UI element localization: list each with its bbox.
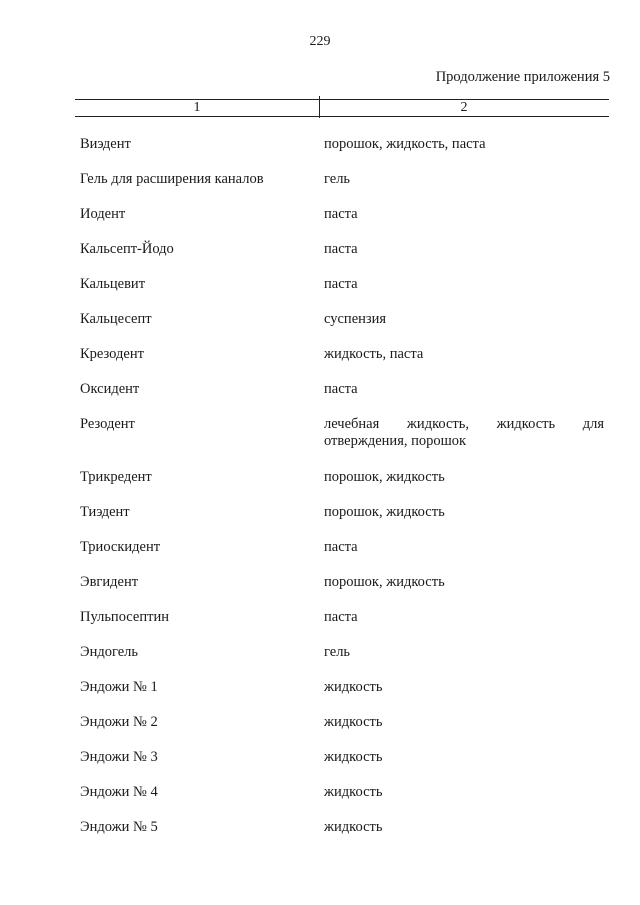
drug-name: Иодент: [80, 206, 126, 222]
table-row: [0, 469, 640, 504]
table-row: [0, 679, 640, 714]
dosage-form: жидкость: [324, 749, 383, 765]
dosage-form: жидкость: [324, 819, 383, 835]
drug-name: Эвгидент: [80, 574, 139, 590]
table-row: [0, 276, 640, 311]
table-row: [0, 381, 640, 416]
drug-name: Эндожи № 4: [80, 784, 158, 800]
dosage-form: жидкость: [324, 714, 383, 730]
drug-name: Виэдент: [80, 136, 131, 152]
dosage-form: паста: [324, 539, 358, 555]
table-row: [0, 539, 640, 574]
table-row: [0, 241, 640, 276]
dosage-form: лечебная жидкость, жидкость для отверждения, порошок: [324, 416, 604, 449]
table-row: [0, 206, 640, 241]
header-bottom-rule: [75, 116, 609, 117]
drug-name: Триоскидент: [80, 539, 161, 555]
table-row: [0, 714, 640, 749]
dosage-form: жидкость: [324, 679, 383, 695]
drug-name: Тиэдент: [80, 504, 130, 520]
drug-name: Крезодент: [80, 346, 144, 362]
dosage-form: паста: [324, 381, 358, 397]
table-row: [0, 819, 640, 854]
drug-name: Кальсепт-Йодо: [80, 241, 174, 257]
drug-name: Кальцевит: [80, 276, 146, 292]
table-header: [75, 96, 609, 118]
drug-name: Эндожи № 5: [80, 819, 158, 835]
dosage-form: порошок, жидкость: [324, 574, 445, 590]
drug-name: Пульпосептин: [80, 609, 169, 625]
table-row: [0, 171, 640, 206]
page-number: 229: [309, 34, 331, 49]
dosage-form: порошок, жидкость, паста: [324, 136, 486, 152]
dosage-form: паста: [324, 241, 358, 257]
dosage-form: паста: [324, 206, 358, 222]
table-row: [0, 574, 640, 609]
table-row: [0, 644, 640, 679]
table-row: [0, 749, 640, 784]
dosage-form: гель: [324, 171, 351, 187]
table-row: [0, 784, 640, 819]
header-col-2: 2: [460, 100, 468, 115]
table-row: [0, 136, 640, 171]
header-col-1: 1: [193, 100, 201, 115]
dosage-form: гель: [324, 644, 351, 660]
table-row: [0, 609, 640, 644]
drug-name: Резодент: [80, 416, 135, 432]
table-row: [0, 346, 640, 381]
dosage-form: порошок, жидкость: [324, 504, 445, 520]
table-row: [0, 504, 640, 539]
drug-name: Эндогель: [80, 644, 138, 660]
table-row: [0, 311, 640, 346]
drug-name: Гель для расширения каналов: [80, 171, 264, 187]
drug-name: Эндожи № 2: [80, 714, 158, 730]
drug-name: Эндожи № 1: [80, 679, 158, 695]
dosage-form: суспензия: [324, 311, 387, 327]
drug-name: Оксидент: [80, 381, 140, 397]
dosage-form: паста: [324, 609, 358, 625]
dosage-form: жидкость, паста: [324, 346, 424, 362]
drug-name: Трикредент: [80, 469, 152, 485]
dosage-form: порошок, жидкость: [324, 469, 445, 485]
table-body: [0, 136, 640, 854]
dosage-form: паста: [324, 276, 358, 292]
drug-name: Эндожи № 3: [80, 749, 158, 765]
table-row: [0, 416, 640, 469]
dosage-form: жидкость: [324, 784, 383, 800]
continuation-label: Продолжение приложения 5: [435, 69, 610, 85]
drug-name: Кальцесепт: [80, 311, 152, 327]
